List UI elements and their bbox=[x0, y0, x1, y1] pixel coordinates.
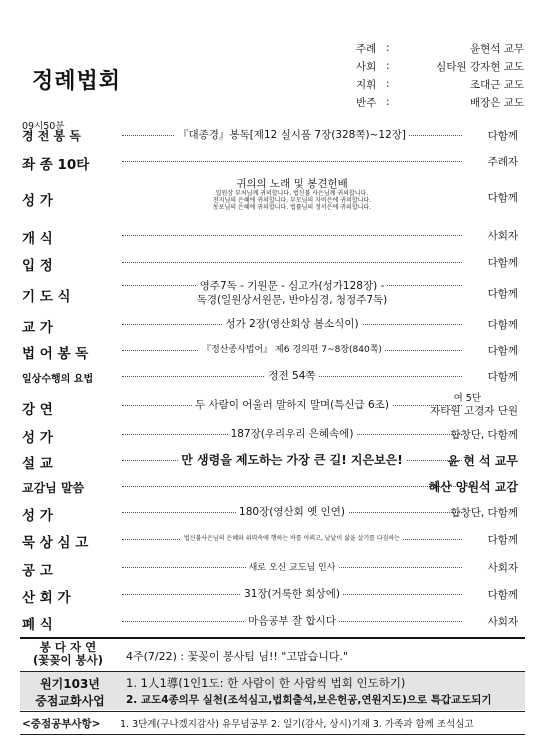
program-item-performer: 다함께 bbox=[487, 192, 518, 204]
program-item-performer: 다함께 bbox=[487, 130, 518, 142]
program-item-content bbox=[122, 504, 462, 519]
program-item-performer: 사회자 bbox=[487, 616, 518, 628]
program-item-performer: 다함께 bbox=[487, 589, 518, 601]
staff-row-officiant bbox=[356, 39, 524, 57]
program-row bbox=[0, 224, 543, 246]
divider bbox=[20, 637, 525, 639]
study-focus-label: <중점공부사항> bbox=[22, 718, 101, 730]
program-item-performer: 사회자 bbox=[487, 562, 518, 574]
program-item-performer: 다함께 bbox=[487, 319, 518, 331]
program-item-performer: 자타원 고경자 단원 bbox=[430, 405, 518, 417]
program-row bbox=[0, 365, 543, 387]
divider bbox=[20, 734, 525, 735]
speaker-rank: 여 5단 bbox=[453, 393, 481, 404]
content-text: 정전 54쪽 bbox=[265, 370, 318, 382]
page-title: 정례법회 bbox=[32, 69, 122, 94]
content-text: 귀의의 노래 및 봉견헌배 bbox=[233, 178, 350, 190]
program-item-performer: 혜산 양원석 교감 bbox=[428, 480, 518, 494]
program-row bbox=[0, 150, 543, 172]
program-item-content bbox=[122, 368, 462, 383]
program-item-performer: 다함께 bbox=[487, 345, 518, 357]
staff-role: 사회 bbox=[356, 60, 377, 73]
program-item-content bbox=[122, 560, 462, 573]
program-item-performer: 다함께 bbox=[487, 371, 518, 383]
program-row bbox=[0, 313, 543, 335]
staff-name: 조대근 교도 bbox=[469, 78, 524, 91]
program-item-label: 성 가 bbox=[22, 430, 53, 446]
program-item-content-2 bbox=[122, 292, 462, 307]
program-item-content bbox=[122, 278, 462, 293]
program-item-content bbox=[122, 342, 462, 355]
program-row bbox=[0, 251, 543, 273]
program-row bbox=[0, 176, 543, 216]
program-item-content bbox=[122, 426, 462, 441]
program-item-label: 설 교 bbox=[22, 456, 53, 472]
refuge-lines bbox=[122, 190, 462, 211]
program-item-label: 경 전 봉 독 bbox=[22, 129, 81, 143]
flower-service-label: 봉 다 자 연 (꽃꽂이 봉사) bbox=[32, 640, 104, 667]
program-row bbox=[0, 528, 543, 550]
staff-name: 배장은 교도 bbox=[469, 96, 524, 109]
content-text: 새로 오신 교도님 인사 bbox=[246, 563, 339, 573]
content-text: 180장(영산회 옛 인연) bbox=[236, 506, 348, 518]
leader-dots bbox=[122, 161, 462, 162]
program-item-content bbox=[122, 613, 462, 628]
staff-colon: : bbox=[386, 96, 390, 108]
content-text: 187장(우리우리 은혜속에) bbox=[228, 428, 357, 440]
content-text: 만 생령을 제도하는 가장 큰 길! 지은보은! bbox=[178, 453, 406, 467]
program-row bbox=[0, 124, 543, 146]
program-item-label: 입 정 bbox=[22, 258, 53, 274]
program-item-label: 산 회 가 bbox=[22, 590, 71, 606]
staff-role: 주례 bbox=[356, 42, 377, 55]
program-row bbox=[0, 501, 543, 523]
program-item-label: 교 가 bbox=[22, 320, 53, 336]
refuge-line: 천지님의 은혜에 귀의합니다. 부모님의 자비은에 귀의합니다. bbox=[212, 197, 372, 204]
program-row bbox=[0, 610, 543, 632]
content-text: 영주7독 - 기원문 - 심고가(성가128장) - bbox=[197, 280, 388, 292]
program-item-performer: 윤 현 석 교무 bbox=[447, 454, 518, 468]
staff-colon: : bbox=[386, 60, 390, 72]
content-text: 마음공부 잘 합시다 bbox=[245, 615, 339, 627]
program-item-label: 묵 상 심 고 bbox=[22, 535, 89, 551]
refuge-line: 일원상 부처님께 귀의합니다. 법신불 사은님께 귀의합니다. bbox=[215, 190, 369, 197]
leader-dots bbox=[122, 235, 462, 236]
staff-row-host bbox=[356, 57, 524, 75]
staff-name: 심타원 강자현 교도 bbox=[436, 60, 524, 73]
refuge-line: 동포님의 은혜에 귀의합니다. 법률님의 정서은에 귀의합니다. bbox=[212, 204, 372, 211]
program-item-label: 공 고 bbox=[22, 563, 53, 579]
content-text: 31장(거룩한 회상에) bbox=[241, 588, 343, 600]
content-text: 『대종경』봉독[제12 실시품 7장(328쪽)~12장] bbox=[175, 129, 409, 141]
flower-service-text: 4주(7/22) : 꽃꽂이 봉사팀 님!! "고맙습니다." bbox=[126, 650, 349, 663]
program-item-label: 일상수행의 요법 bbox=[22, 374, 94, 385]
staff-name: 윤현석 교무 bbox=[469, 42, 524, 55]
program-item-content bbox=[122, 316, 462, 331]
program-item-label: 강 연 bbox=[22, 402, 53, 418]
program-item-label: 성 가 bbox=[22, 508, 53, 524]
divider bbox=[20, 711, 525, 712]
program-item-label: 개 식 bbox=[22, 231, 53, 247]
staff-role: 지휘 bbox=[356, 78, 377, 91]
program-item-performer: 사회자 bbox=[487, 230, 518, 242]
program-row bbox=[0, 475, 543, 497]
program-item-label: 좌 종 10타 bbox=[22, 157, 90, 173]
program-item-performer: 합창단, 다함께 bbox=[450, 429, 518, 441]
program-item-content bbox=[122, 397, 462, 412]
program-item-performer: 주례자 bbox=[487, 156, 518, 168]
content-text: 두 사람이 어울러 말하지 말며(특신급 6조) bbox=[192, 399, 392, 411]
project-item-2: 2. 교도4종의무 실천(조석심고,법회출석,보은헌공,연원지도)으로 특갑교도되기 bbox=[126, 694, 492, 706]
content-text: 성가 2장(영산회상 봄소식이) bbox=[222, 318, 361, 330]
project-item-1: 1. 1人1導(1인1도: 한 사람이 한 사람씩 법회 인도하기) bbox=[126, 676, 406, 690]
staff-colon: : bbox=[386, 42, 390, 54]
program-row bbox=[0, 423, 543, 445]
program-item-performer: 합창단, 다함께 bbox=[450, 507, 518, 519]
project-year-label: 원기103년 bbox=[40, 677, 100, 691]
start-time: 09시50분 bbox=[22, 121, 65, 132]
officiant-list bbox=[356, 39, 524, 111]
program-item-content bbox=[122, 176, 462, 191]
project-title-label: 중점교화사업 bbox=[35, 694, 105, 708]
program-item-content bbox=[122, 127, 462, 142]
staff-colon: : bbox=[386, 78, 390, 90]
content-text: 『정산종사법어』 제6 경의편 7~8장(840쪽) bbox=[199, 345, 385, 355]
leader-dots bbox=[122, 486, 462, 487]
program-row bbox=[0, 556, 543, 578]
program-item-performer: 다함께 bbox=[487, 257, 518, 269]
program-row bbox=[0, 277, 543, 309]
program-item-label: 성 가 bbox=[22, 193, 53, 209]
content-text: 독경(일원상서원문, 반야심경, 청정주7독) bbox=[194, 294, 391, 306]
content-text: 법신불사은님의 은혜와 위력속에 행하는 바를 아뢰고, 낱낱이 삶을 살기를 다짐하는 bbox=[181, 535, 403, 542]
staff-row-accompanist bbox=[356, 93, 524, 111]
program-row bbox=[0, 390, 543, 420]
program-item-content bbox=[122, 533, 462, 542]
program-item-label: 교감님 말씀 bbox=[22, 481, 85, 495]
program-item-label: 기 도 식 bbox=[22, 289, 71, 305]
program-item-content bbox=[122, 586, 462, 601]
staff-role: 반주 bbox=[356, 96, 377, 109]
leader-dots bbox=[122, 262, 462, 263]
program-row bbox=[0, 583, 543, 605]
study-focus-text: 1. 3단계(구나겠지감사) 유무념공부 2. 일기(감사, 상시)기재 3. 가족과 함께 조석심고 bbox=[120, 719, 474, 730]
program-row bbox=[0, 339, 543, 361]
program-item-performer: 다함께 bbox=[487, 534, 518, 546]
program-item-content bbox=[122, 451, 462, 468]
staff-row-conductor bbox=[356, 75, 524, 93]
program-item-label: 법 어 봉 독 bbox=[22, 346, 89, 362]
program-item-performer: 다함께 bbox=[487, 288, 518, 300]
program-item-label: 폐 식 bbox=[22, 617, 53, 633]
program-row bbox=[0, 449, 543, 471]
